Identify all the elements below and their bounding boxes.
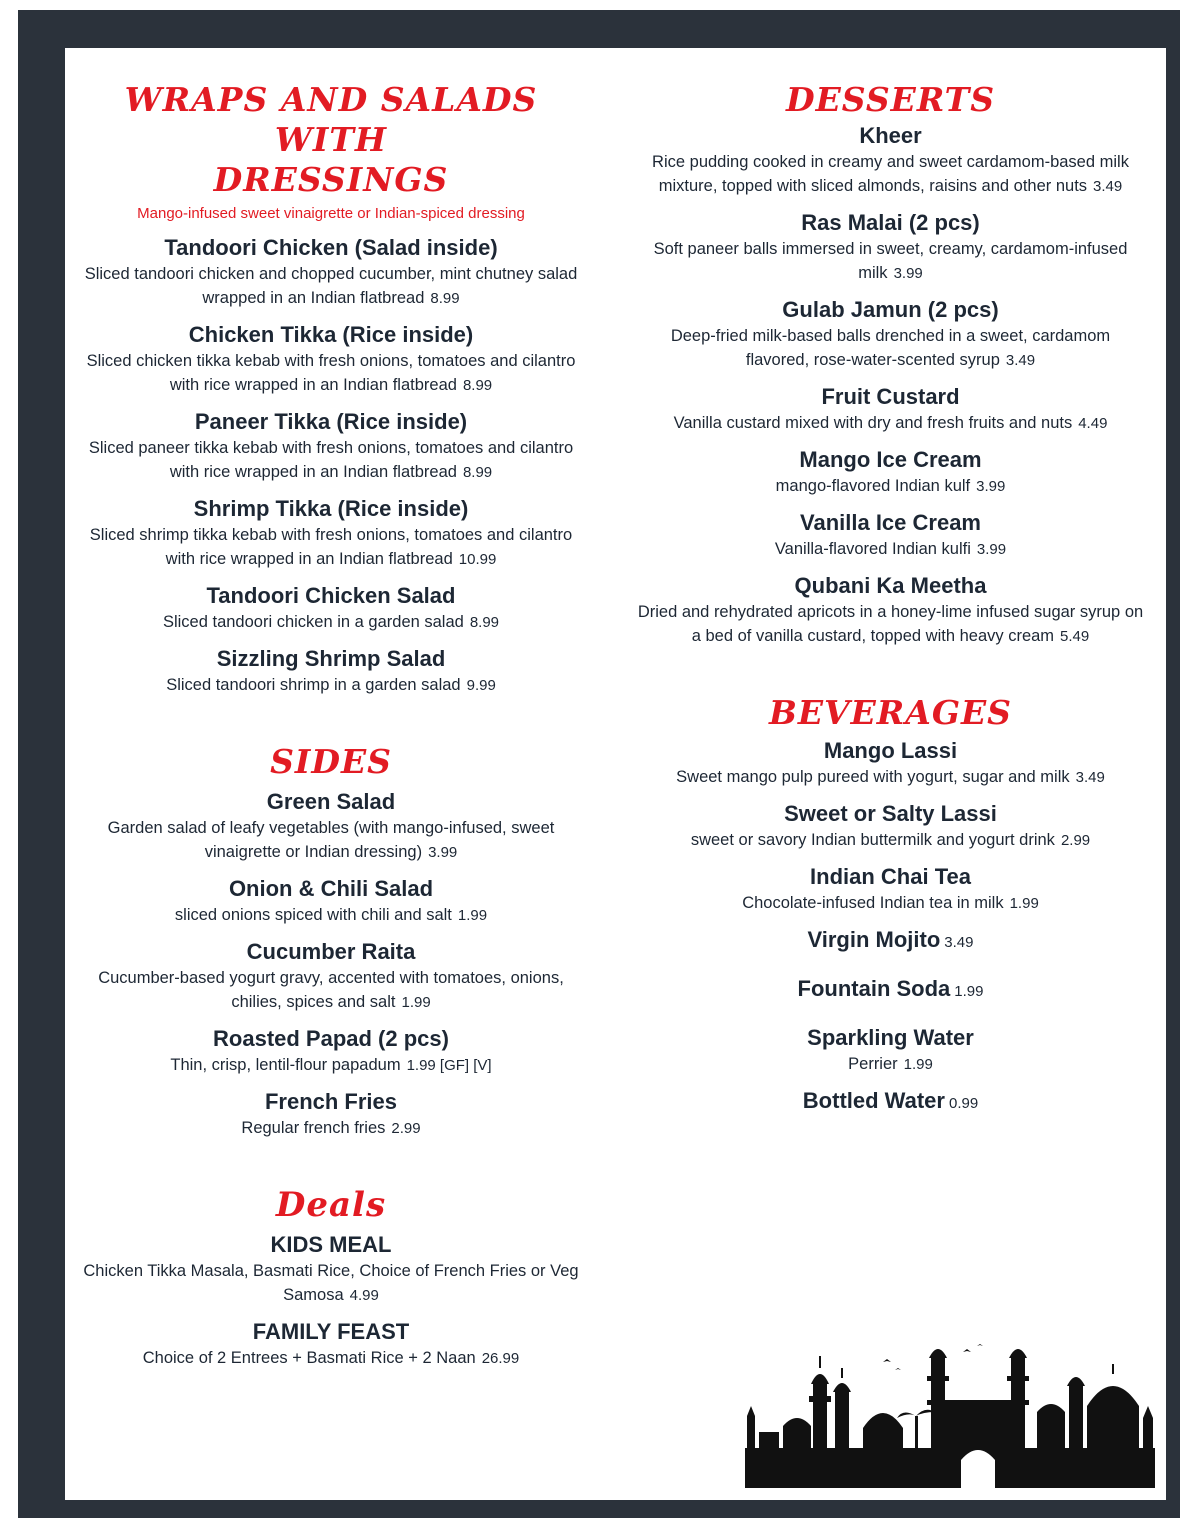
menu-item [627, 296, 1154, 373]
item-desc [627, 237, 1154, 286]
menu-item [627, 800, 1154, 853]
item-name: Mango Lassi [823, 738, 958, 763]
item-price: 3.49 [944, 934, 974, 951]
item-desc [627, 474, 1154, 499]
item-desc [627, 891, 1154, 916]
item-desc [627, 324, 1154, 373]
item-desc-text: Sliced shrimp tikka kebab with fresh onions, tomatoes and cilantro with rice wrapped in an Indian flatbread [89, 526, 573, 568]
menu-item [65, 1318, 597, 1371]
item-price: 2.99 [1060, 832, 1091, 849]
desserts-title: DESSERTS [785, 80, 996, 119]
item-name [627, 975, 1154, 1006]
item-price: 9.99 [466, 677, 496, 694]
item-name: Ras Malai (2 pcs) [801, 210, 980, 235]
item-desc-text: Perrier [848, 1055, 898, 1073]
item-price: 8.99 [462, 377, 493, 394]
desserts-section [627, 48, 1154, 649]
item-desc [65, 523, 597, 572]
menu-item [65, 875, 597, 928]
item-desc-text: Sliced tandoori chicken in a garden salad [162, 613, 464, 631]
menu-page [65, 48, 1166, 1500]
item-price: 1.99 [401, 994, 431, 1011]
item-desc [65, 262, 597, 311]
beverages-title: BEVERAGES [769, 693, 1012, 732]
item-desc-text: Cucumber-based yogurt gravy, accented with tomatoes, onions, chilies, spices and salt [98, 969, 564, 1011]
item-name: Sizzling Shrimp Salad [216, 646, 446, 671]
menu-item [627, 975, 1154, 1006]
item-name: Chicken Tikka (Rice inside) [188, 322, 474, 347]
item-desc [627, 411, 1154, 436]
item-price: 8.99 [462, 464, 493, 481]
item-desc-text: Thin, crisp, lentil-flour papadum [170, 1056, 401, 1074]
menu-item [65, 1088, 597, 1141]
menu-item [627, 572, 1154, 649]
item-name: Kheer [859, 123, 922, 148]
item-name [627, 1087, 1154, 1118]
item-desc-text: Regular french fries [241, 1119, 386, 1137]
item-name: Qubani Ka Meetha [794, 573, 987, 598]
menu-item [65, 645, 597, 698]
item-price: 10.99 [458, 551, 497, 568]
menu-item [627, 509, 1154, 562]
item-desc [65, 610, 597, 635]
item-price: 1.99 [1009, 895, 1039, 912]
item-name: Fruit Custard [821, 384, 960, 409]
item-name: Vanilla Ice Cream [800, 510, 981, 535]
item-price: 5.49 [1060, 628, 1090, 645]
menu-item [627, 737, 1154, 790]
item-desc [65, 1116, 597, 1141]
item-name: Indian Chai Tea [810, 864, 971, 889]
item-desc-text: Sliced tandoori shrimp in a garden salad [166, 676, 461, 694]
item-name-text: Virgin Mojito [807, 927, 941, 952]
item-desc-text: Chocolate-infused Indian tea in milk [742, 894, 1004, 912]
item-desc-text: mango-flavored Indian kulf [775, 477, 971, 495]
wraps-section [65, 48, 597, 698]
item-desc-text: Rice pudding cooked in creamy and sweet cardamom-based milk mixture, topped with sliced almonds, raisins and other nuts [652, 153, 1129, 195]
item-price: 3.99 [428, 844, 458, 861]
item-desc-text: Vanilla custard mixed with dry and fresh fruits and nuts [673, 414, 1073, 432]
item-price: 0.99 [948, 1095, 979, 1112]
item-desc-text: Deep-fried milk-based balls drenched in a sweet, cardamom flavored, rose-water-scented syrup [670, 327, 1111, 369]
wraps-title [65, 80, 597, 200]
menu-frame [18, 10, 1180, 1518]
item-price: 8.99 [430, 290, 460, 307]
menu-item [627, 1087, 1154, 1118]
item-price: 1.99 [954, 983, 984, 1000]
menu-item [627, 863, 1154, 916]
item-name: Sweet or Salty Lassi [784, 801, 997, 826]
item-desc [65, 436, 597, 485]
item-desc [65, 1259, 597, 1308]
wraps-subtitle: Mango-infused sweet vinaigrette or Indian-spiced dressing [137, 205, 525, 222]
city-skyline-silhouette-icon [745, 1336, 1155, 1488]
left-column [65, 48, 597, 1381]
item-desc-text: Soft paneer balls immersed in sweet, creamy, cardamom-infused milk [653, 240, 1128, 282]
item-name: KIDS MEAL [270, 1232, 392, 1257]
menu-item [65, 408, 597, 485]
item-price: 3.49 [1075, 769, 1105, 786]
item-desc-text: Sliced paneer tikka kebab with fresh onions, tomatoes and cilantro with rice wrapped in an Indian flatbread [88, 439, 574, 481]
item-name-text: Fountain Soda [797, 976, 951, 1001]
item-price: 1.99 [903, 1056, 933, 1073]
item-desc-text: Vanilla-flavored Indian kulfi [774, 540, 971, 558]
menu-item [65, 938, 597, 1015]
item-name: Paneer Tikka (Rice inside) [194, 409, 468, 434]
item-desc [65, 673, 597, 698]
sides-title: SIDES [270, 742, 392, 781]
item-name: FAMILY FEAST [252, 1319, 410, 1344]
menu-item [627, 446, 1154, 499]
menu-item [65, 582, 597, 635]
item-name: Cucumber Raita [246, 939, 416, 964]
item-desc-text: Choice of 2 Entrees + Basmati Rice + 2 Naan [142, 1349, 476, 1367]
item-desc [627, 150, 1154, 199]
item-desc-text: Chicken Tikka Masala, Basmati Rice, Choice of French Fries or Veg Samosa [83, 1262, 579, 1304]
item-price: 3.99 [976, 541, 1007, 558]
item-desc-text: sweet or savory Indian buttermilk and yogurt drink [690, 831, 1055, 849]
menu-item [65, 234, 597, 311]
item-price: 4.99 [349, 1287, 379, 1304]
item-desc [627, 537, 1154, 562]
item-desc-text: sliced onions spiced with chili and salt [174, 906, 452, 924]
menu-item [627, 1024, 1154, 1077]
item-desc [627, 828, 1154, 853]
item-name: Gulab Jamun (2 pcs) [782, 297, 999, 322]
item-desc-text: Sweet mango pulp pureed with yogurt, sugar and milk [676, 768, 1070, 786]
item-price: 3.49 [1093, 178, 1123, 195]
wraps-title-line1: WRAPS AND SALADS WITH [124, 80, 538, 159]
menu-item [65, 788, 597, 865]
item-desc [627, 1052, 1154, 1077]
menu-item [627, 122, 1154, 199]
item-desc [627, 600, 1154, 649]
item-desc [65, 349, 597, 398]
item-price: 3.99 [893, 265, 923, 282]
menu-item [65, 321, 597, 398]
beverages-section [627, 659, 1154, 1118]
right-column [627, 48, 1154, 1128]
item-desc [65, 816, 597, 865]
item-desc [65, 1346, 597, 1371]
item-price: 1.99 [GF] [V] [406, 1057, 492, 1074]
item-price: 3.99 [976, 478, 1006, 495]
item-name: French Fries [264, 1089, 398, 1114]
item-name: Tandoori Chicken (Salad inside) [164, 235, 498, 260]
menu-item [627, 209, 1154, 286]
item-price: 26.99 [481, 1350, 520, 1367]
item-name: Shrimp Tikka (Rice inside) [193, 496, 469, 521]
item-price: 2.99 [391, 1120, 421, 1137]
wraps-title-line2: DRESSINGS [213, 160, 449, 199]
item-desc-text: Dried and rehydrated apricots in a honey-lime infused sugar syrup on a bed of vanilla custard, topped with heavy cream [637, 603, 1144, 645]
menu-item [65, 1025, 597, 1078]
item-name: Mango Ice Cream [799, 447, 982, 472]
item-name: Roasted Papad (2 pcs) [213, 1026, 449, 1051]
item-name: Sparkling Water [807, 1025, 974, 1050]
item-desc [65, 1053, 597, 1078]
sides-section [65, 708, 597, 1141]
item-desc [627, 765, 1154, 790]
item-price: 3.49 [1005, 352, 1036, 369]
item-desc-text: Sliced chicken tikka kebab with fresh onions, tomatoes and cilantro with rice wrapped in an Indian flatbread [86, 352, 576, 394]
item-price: 8.99 [469, 614, 500, 631]
menu-item [627, 383, 1154, 436]
item-price: 4.49 [1078, 415, 1108, 432]
menu-item [627, 926, 1154, 957]
menu-item [65, 1231, 597, 1308]
item-name-text: Bottled Water [802, 1088, 945, 1113]
item-name: Tandoori Chicken Salad [206, 583, 456, 608]
deals-section [65, 1151, 597, 1371]
item-name [627, 926, 1154, 957]
deals-title: Deals [275, 1185, 387, 1225]
item-desc-text: Sliced tandoori chicken and chopped cucumber, mint chutney salad wrapped in an Indian flatbread [84, 265, 578, 307]
item-price: 1.99 [457, 907, 488, 924]
menu-item [65, 495, 597, 572]
item-desc [65, 903, 597, 928]
item-desc [65, 966, 597, 1015]
item-name: Onion & Chili Salad [228, 876, 434, 901]
item-desc-text: Garden salad of leafy vegetables (with mango-infused, sweet vinaigrette or Indian dressing) [107, 819, 555, 861]
item-name: Green Salad [266, 789, 396, 814]
